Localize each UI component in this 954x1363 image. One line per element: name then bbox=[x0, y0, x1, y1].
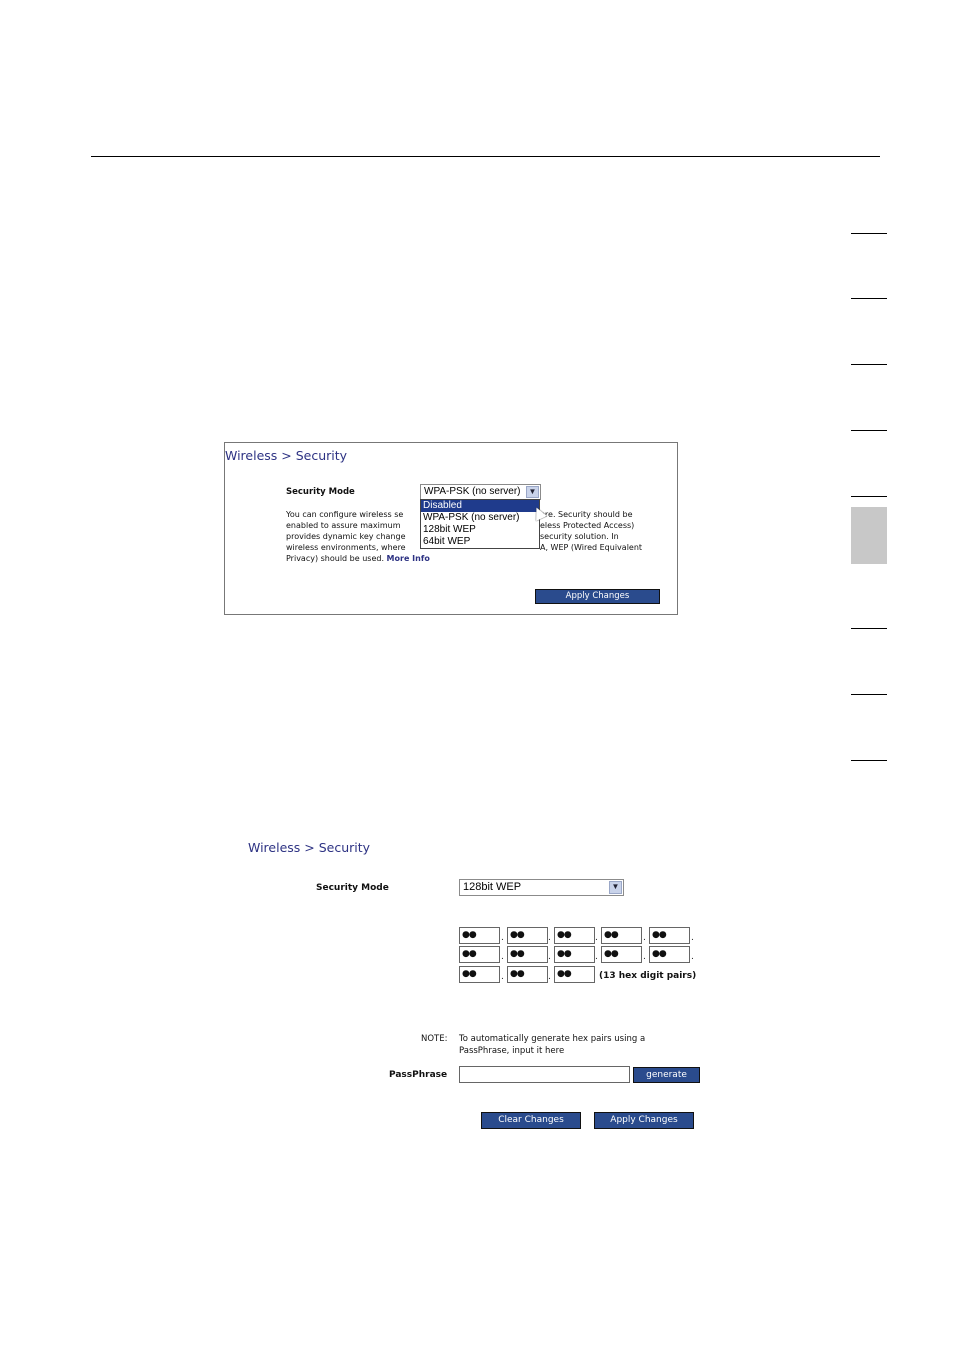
clear-changes-button[interactable]: Clear Changes bbox=[481, 1112, 581, 1129]
dropdown-option-disabled[interactable]: Disabled bbox=[421, 500, 539, 512]
hex-key-field[interactable]: ●● bbox=[459, 946, 500, 963]
security-mode-dropdown[interactable] bbox=[420, 499, 540, 549]
security-mode-select[interactable] bbox=[459, 879, 624, 896]
note-text: To automatically generate hex pairs using a bbox=[459, 1034, 646, 1044]
hex-key-field[interactable]: ●● bbox=[554, 946, 595, 963]
section-tab-line bbox=[851, 496, 887, 497]
description-line: wireless environments, where bbox=[286, 543, 406, 552]
hex-key-field[interactable]: ●● bbox=[507, 966, 548, 983]
security-mode-value: 128bit WEP bbox=[463, 881, 522, 893]
note-label: NOTE: bbox=[421, 1034, 448, 1044]
separator-dot: . bbox=[691, 933, 694, 943]
section-tab-line bbox=[851, 430, 887, 431]
hex-pairs-note: (13 hex digit pairs) bbox=[599, 971, 697, 981]
section-tab-line bbox=[851, 694, 887, 695]
section-tab-line bbox=[851, 628, 887, 629]
hex-key-field[interactable]: ●● bbox=[507, 927, 548, 944]
dropdown-option-wpa-psk[interactable]: WPA-PSK (no server) bbox=[423, 512, 520, 523]
separator-dot: . bbox=[548, 933, 551, 943]
separator-dot: . bbox=[595, 933, 598, 943]
section-tab-line bbox=[851, 298, 887, 299]
description-line-right: A, WEP (Wired Equivalent bbox=[540, 543, 643, 552]
description-line: You can configure wireless se bbox=[286, 510, 404, 519]
separator-dot: . bbox=[501, 952, 504, 962]
security-mode-select[interactable] bbox=[420, 484, 541, 500]
hex-key-field[interactable]: ●● bbox=[554, 966, 595, 983]
chevron-down-icon[interactable]: ▼ bbox=[609, 881, 622, 894]
security-mode-value: WPA-PSK (no server) bbox=[424, 486, 521, 497]
separator-dot: . bbox=[595, 952, 598, 962]
passphrase-input[interactable] bbox=[459, 1066, 630, 1083]
hex-key-field[interactable]: ●● bbox=[649, 927, 690, 944]
separator-dot: . bbox=[548, 952, 551, 962]
hex-key-field[interactable]: ●● bbox=[459, 966, 500, 983]
passphrase-label: PassPhrase bbox=[389, 1070, 448, 1080]
section-tab-line bbox=[851, 233, 887, 234]
section-tab-active bbox=[851, 507, 887, 564]
description-line-right: eless Protected Access) bbox=[540, 521, 635, 530]
separator-dot: . bbox=[691, 952, 694, 962]
separator-dot: . bbox=[548, 972, 551, 982]
description-line: enabled to assure maximum bbox=[286, 521, 401, 530]
dropdown-option-128bit-wep[interactable]: 128bit WEP bbox=[423, 524, 476, 535]
note-text: PassPhrase, input it here bbox=[459, 1046, 565, 1056]
hex-key-field[interactable]: ●● bbox=[554, 927, 595, 944]
description-line: provides dynamic key change bbox=[286, 532, 406, 541]
breadcrumb: Wireless > Security bbox=[248, 840, 371, 855]
security-mode-label: Security Mode bbox=[316, 883, 389, 893]
security-screenshot-dropdown bbox=[224, 442, 678, 615]
chevron-down-icon[interactable]: ▼ bbox=[526, 486, 539, 498]
header-rule bbox=[91, 156, 880, 157]
security-mode-label: Security Mode bbox=[286, 487, 355, 497]
hex-key-field[interactable]: ●● bbox=[459, 927, 500, 944]
more-info-link[interactable]: More Info bbox=[386, 554, 430, 563]
separator-dot: . bbox=[643, 952, 646, 962]
section-tab-line bbox=[851, 760, 887, 761]
hex-key-field[interactable]: ●● bbox=[649, 946, 690, 963]
section-tab-line bbox=[851, 364, 887, 365]
separator-dot: . bbox=[501, 972, 504, 982]
apply-changes-button[interactable]: Apply Changes bbox=[535, 589, 660, 604]
breadcrumb: Wireless > Security bbox=[225, 448, 348, 463]
separator-dot: . bbox=[501, 933, 504, 943]
hex-key-field[interactable]: ●● bbox=[601, 927, 642, 944]
hex-key-field[interactable]: ●● bbox=[507, 946, 548, 963]
generate-button[interactable]: generate bbox=[633, 1067, 700, 1083]
apply-changes-button[interactable]: Apply Changes bbox=[594, 1112, 694, 1129]
description-line-right: ere. Security should be bbox=[540, 510, 633, 519]
description-line-right: security solution. In bbox=[540, 532, 619, 541]
hex-key-field[interactable]: ●● bbox=[601, 946, 642, 963]
dropdown-option-64bit-wep[interactable]: 64bit WEP bbox=[423, 536, 471, 547]
separator-dot: . bbox=[643, 933, 646, 943]
description-line: Privacy) should be used. More Info bbox=[286, 554, 430, 563]
